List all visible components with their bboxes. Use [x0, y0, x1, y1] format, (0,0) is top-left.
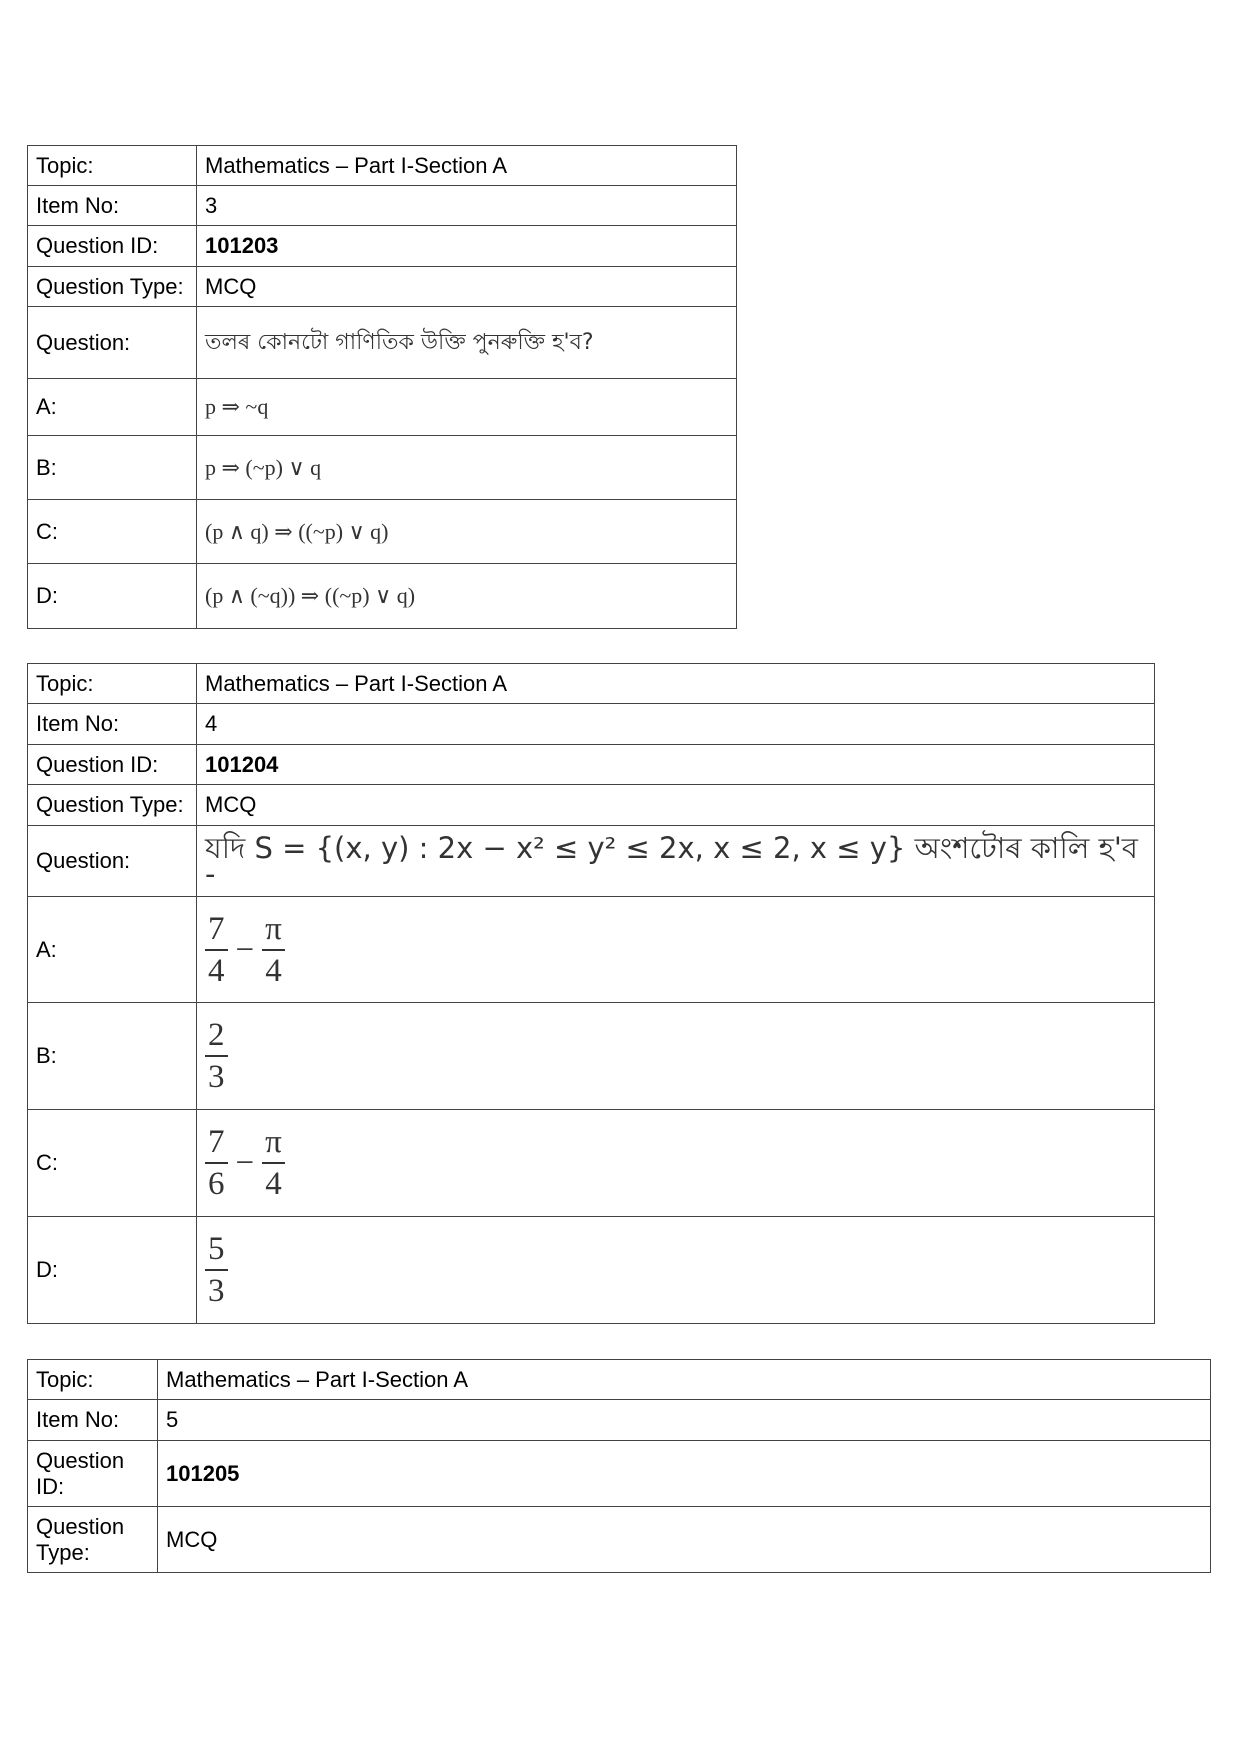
question-type-label-line2: Type: — [36, 1539, 90, 1565]
topic-label: Topic: — [28, 146, 197, 186]
option-b-value: p ⇒ (~p) ∨ q — [197, 436, 737, 500]
item-no-value: 5 — [158, 1400, 1211, 1441]
numerator: π — [262, 1124, 285, 1164]
minus-sign: − — [235, 1145, 255, 1181]
option-c-value — [197, 1110, 1155, 1217]
fraction — [205, 1124, 228, 1202]
denominator: 4 — [265, 952, 282, 989]
question-id-label — [28, 1441, 158, 1507]
fraction — [262, 911, 285, 989]
item-no-value: 4 — [197, 704, 1155, 745]
question-text: যদি S = {(x, y) : 2x − x² ≤ y² ≤ 2x, x ≤ 2, x ≤ y} অংশটোৰ কালি হ'ব - — [197, 826, 1155, 897]
topic-value: Mathematics – Part I-Section A — [158, 1360, 1211, 1400]
fraction — [205, 1017, 228, 1095]
topic-label: Topic: — [28, 664, 197, 704]
option-d-value — [197, 1217, 1155, 1324]
item-no-value: 3 — [197, 186, 737, 226]
fraction — [205, 1231, 228, 1309]
question-text: তলৰ কোনটো গাণিতিক উক্তি পুনৰুক্তি হ'ব? — [197, 307, 737, 379]
question-type-label: Question Type: — [28, 267, 197, 307]
option-a-value — [197, 897, 1155, 1003]
question-type-label: Question Type: — [28, 785, 197, 826]
topic-label: Topic: — [28, 1360, 158, 1400]
option-c-label: C: — [28, 1110, 197, 1217]
question-label: Question: — [28, 307, 197, 379]
denominator: 4 — [265, 1166, 282, 1202]
question-type-label — [28, 1507, 158, 1573]
option-d-label: D: — [28, 1217, 197, 1324]
question-id-label: Question ID: — [28, 226, 197, 267]
option-c-label: C: — [28, 500, 197, 564]
item-no-label: Item No: — [28, 704, 197, 745]
question-id-value: 101204 — [197, 745, 1155, 785]
option-d-label: D: — [28, 564, 197, 629]
denominator: 3 — [208, 1273, 225, 1309]
numerator: 7 — [205, 911, 228, 951]
option-a-label: A: — [28, 379, 197, 436]
question-type-value: MCQ — [197, 785, 1155, 826]
numerator: π — [262, 911, 285, 951]
option-b-label: B: — [28, 436, 197, 500]
numerator: 7 — [205, 1124, 228, 1164]
option-d-value: (p ∧ (~q)) ⇒ ((~p) ∨ q) — [197, 564, 737, 629]
numerator: 2 — [205, 1017, 228, 1057]
option-a-label: A: — [28, 897, 197, 1003]
denominator: 6 — [208, 1166, 225, 1202]
option-b-label: B: — [28, 1003, 197, 1110]
fraction — [262, 1124, 285, 1202]
question-type-label-line1: Question — [36, 1513, 125, 1539]
question-id-value: 101203 — [197, 226, 737, 267]
question-table-4 — [27, 663, 1155, 1324]
question-id-label-line1: Question — [36, 1447, 125, 1473]
item-no-label: Item No: — [28, 1400, 158, 1441]
question-label: Question: — [28, 826, 197, 897]
topic-value: Mathematics – Part I-Section A — [197, 146, 737, 186]
question-type-value: MCQ — [197, 267, 737, 307]
option-b-value — [197, 1003, 1155, 1110]
denominator: 4 — [208, 952, 225, 989]
question-type-value: MCQ — [158, 1507, 1211, 1573]
numerator: 5 — [205, 1231, 228, 1271]
option-c-value: (p ∧ q) ⇒ ((~p) ∨ q) — [197, 500, 737, 564]
option-a-value: p ⇒ ~q — [197, 379, 737, 436]
denominator: 3 — [208, 1059, 225, 1095]
item-no-label: Item No: — [28, 186, 197, 226]
topic-value: Mathematics – Part I-Section A — [197, 664, 1155, 704]
question-id-label-line2: ID: — [36, 1473, 65, 1499]
question-table-3 — [27, 145, 737, 629]
fraction — [205, 911, 228, 989]
question-table-5 — [27, 1359, 1211, 1573]
question-id-label: Question ID: — [28, 745, 197, 785]
question-id-value: 101205 — [158, 1441, 1211, 1507]
minus-sign: − — [235, 931, 255, 968]
